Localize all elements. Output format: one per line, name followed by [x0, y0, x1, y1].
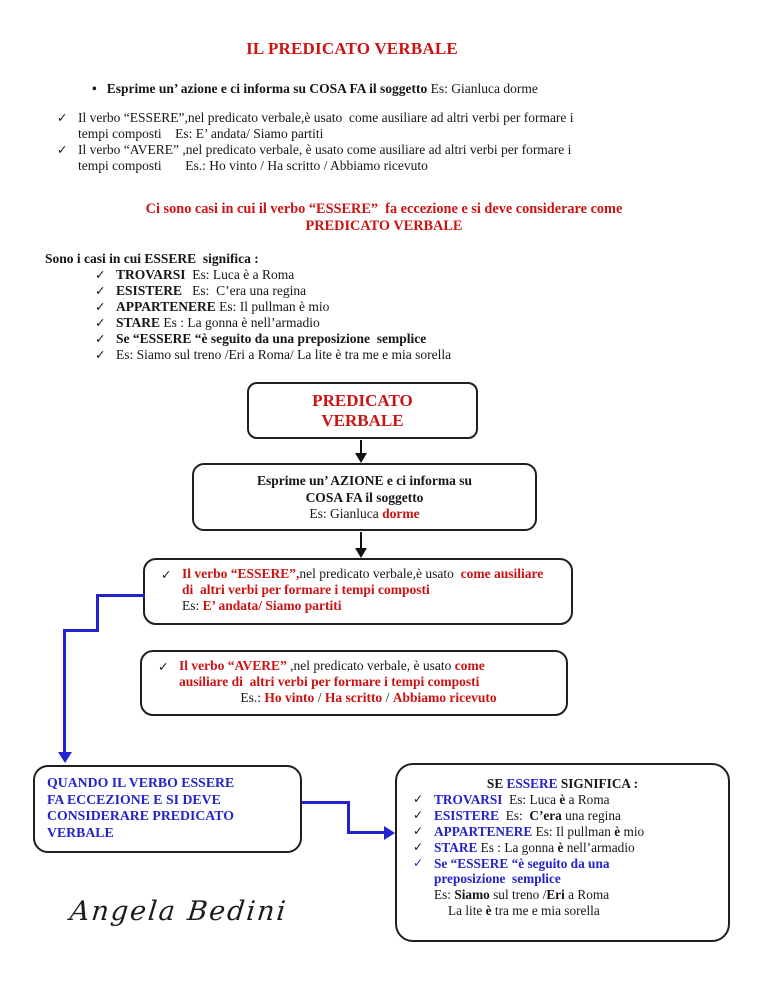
check-icon: ✓: [413, 855, 424, 870]
box2-line2: COSA FA il soggetto: [305, 489, 424, 505]
box3-line1: Il verbo “ESSERE”,nel predicato verbale,è usato come ausiliare: [182, 566, 544, 581]
list-item: [413, 792, 722, 808]
box3-line3: Es: E’ andata/ Siamo partiti: [182, 598, 342, 613]
box5-line4: VERBALE: [47, 824, 114, 840]
top-checklist: [57, 110, 733, 174]
blue-connector-segment: [96, 594, 145, 597]
box6-header: SE ESSERE SIGNIFICA :: [486, 776, 639, 791]
down-arrow-head-icon: [355, 548, 367, 558]
list-item: [413, 808, 722, 824]
down-arrow-head-icon: [355, 453, 367, 463]
box2-line1: Esprime un’ AZIONE e ci informa su: [256, 473, 472, 488]
check-icon: ✓: [57, 143, 68, 157]
box3-line2: di altri verbi per formare i tempi composti: [182, 582, 430, 597]
flowchart-box-essere: [143, 558, 573, 625]
check-icon: ✓: [57, 111, 68, 125]
box5-line2: FA ECCEZIONE E SI DEVE: [47, 791, 221, 807]
box5-line3: CONSIDERARE PREDICATO: [47, 808, 234, 823]
list-item-text: Es: Siamo sul treno /Eri a Roma/ La lite è tra me e mia sorella: [116, 347, 452, 362]
list-item: [95, 299, 715, 315]
check-icon: ✓: [95, 300, 106, 314]
box1-line1: PREDICATO: [312, 390, 413, 410]
blue-connector-segment: [347, 801, 350, 834]
box2-line3: Es: Gianluca dorme: [309, 506, 420, 521]
box5-line1: QUANDO IL VERBO ESSERE: [47, 775, 235, 790]
exception-heading-line2: PREDICATO VERBALE: [305, 217, 463, 234]
check-icon: ✓: [95, 268, 106, 282]
list-item-line: tempi composti Es.: Ho vinto / Ha scritto / Abbiamo ricevuto: [78, 158, 428, 173]
list-item-text: STARE Es : La gonna è nell’armadio: [434, 839, 635, 855]
list-item: [95, 315, 715, 331]
list-item-text: ESISTERE Es: C’era una regina: [116, 283, 307, 298]
flowchart-box-quando-eccezione: [33, 765, 302, 853]
exception-heading-line1: Ci sono casi in cui il verbo “ESSERE” fa eccezione e si deve considerare come: [145, 201, 623, 217]
list-item: [57, 110, 733, 142]
cases-checklist: [95, 267, 715, 363]
list-item-text: TROVARSI Es: Luca è a Roma: [434, 791, 610, 807]
flowchart-box-predicato-verbale: [247, 382, 478, 439]
box1-line2: VERBALE: [321, 410, 404, 430]
check-icon: ✓: [413, 839, 424, 854]
box4-line1: Il verbo “AVERE” ,nel predicato verbale, è usato come: [179, 658, 485, 673]
list-item-line: preposizione semplice: [434, 871, 561, 887]
list-item: [413, 840, 722, 856]
blue-connector-segment: [96, 594, 99, 632]
list-item: [413, 824, 722, 840]
blue-arrow-head-icon: [58, 752, 72, 763]
flowchart-box-avere: [140, 650, 568, 716]
list-item: [57, 142, 733, 174]
check-icon: ✓: [158, 660, 169, 674]
check-icon: ✓: [413, 823, 424, 838]
list-item-text: ESISTERE Es: C’era una regina: [434, 807, 621, 823]
author-signature: Angela Bedini: [68, 896, 289, 927]
list-item: [413, 856, 722, 888]
list-item: [95, 331, 715, 347]
page-title: IL PREDICATO VERBALE: [246, 39, 458, 58]
intro-bullet-text: Esprime un’ azione e ci informa su COSA FA il soggetto Es: Gianluca dorme: [106, 81, 538, 96]
exception-heading: [0, 201, 768, 234]
blue-connector-segment: [63, 629, 99, 632]
list-item-text: Se “ESSERE “è seguito da una preposizione semplice: [116, 331, 427, 346]
box4-line3: Es.: Ho vinto / Ha scritto / Abbiamo ricevuto: [240, 690, 497, 705]
list-item: [95, 347, 715, 363]
box4-line2: ausiliare di altri verbi per formare i tempi composti: [179, 674, 480, 689]
check-icon: ✓: [413, 807, 424, 822]
check-icon: ✓: [95, 284, 106, 298]
list-item-line: Il verbo “ESSERE”,nel predicato verbale,è usato come ausiliare ad altri verbi per formare i: [78, 110, 574, 125]
check-icon: ✓: [95, 316, 106, 330]
list-item-text: APPARTENERE Es: Il pullman è mio: [116, 299, 330, 314]
intro-bullet-line: [92, 81, 538, 97]
check-icon: ✓: [95, 332, 106, 346]
bullet-icon: •: [92, 81, 97, 96]
list-item: [413, 887, 722, 903]
list-item: [95, 283, 715, 299]
blue-connector-segment: [302, 801, 350, 804]
cases-intro: Sono i casi in cui ESSERE significa :: [45, 251, 259, 266]
blue-connector-segment: [63, 629, 66, 753]
list-item-text: La lite è tra me e mia sorella: [448, 903, 600, 919]
check-icon: ✓: [161, 568, 172, 582]
list-item-text: APPARTENERE Es: Il pullman è mio: [434, 823, 645, 839]
list-item-line: tempi composti Es: E’ andata/ Siamo partiti: [78, 126, 324, 141]
list-item-text: Es: Siamo sul treno /Eri a Roma: [434, 887, 610, 903]
list-item-line: Se “ESSERE “è seguito da una: [434, 855, 610, 871]
list-item-text: STARE Es : La gonna è nell’armadio: [116, 315, 320, 330]
list-item-line: Il verbo “AVERE” ,nel predicato verbale, è usato come ausiliare ad altri verbi per formare i: [78, 142, 572, 157]
check-icon: ✓: [413, 791, 424, 806]
blue-connector-segment: [347, 831, 385, 834]
blue-arrow-head-icon: [384, 826, 395, 840]
check-icon: ✓: [95, 348, 106, 362]
list-item: [413, 903, 722, 919]
list-item-text: TROVARSI Es: Luca è a Roma: [116, 267, 295, 282]
flowchart-box-se-essere-significa: [395, 763, 730, 942]
flowchart-box-azione: [192, 463, 537, 531]
list-item: [95, 267, 715, 283]
